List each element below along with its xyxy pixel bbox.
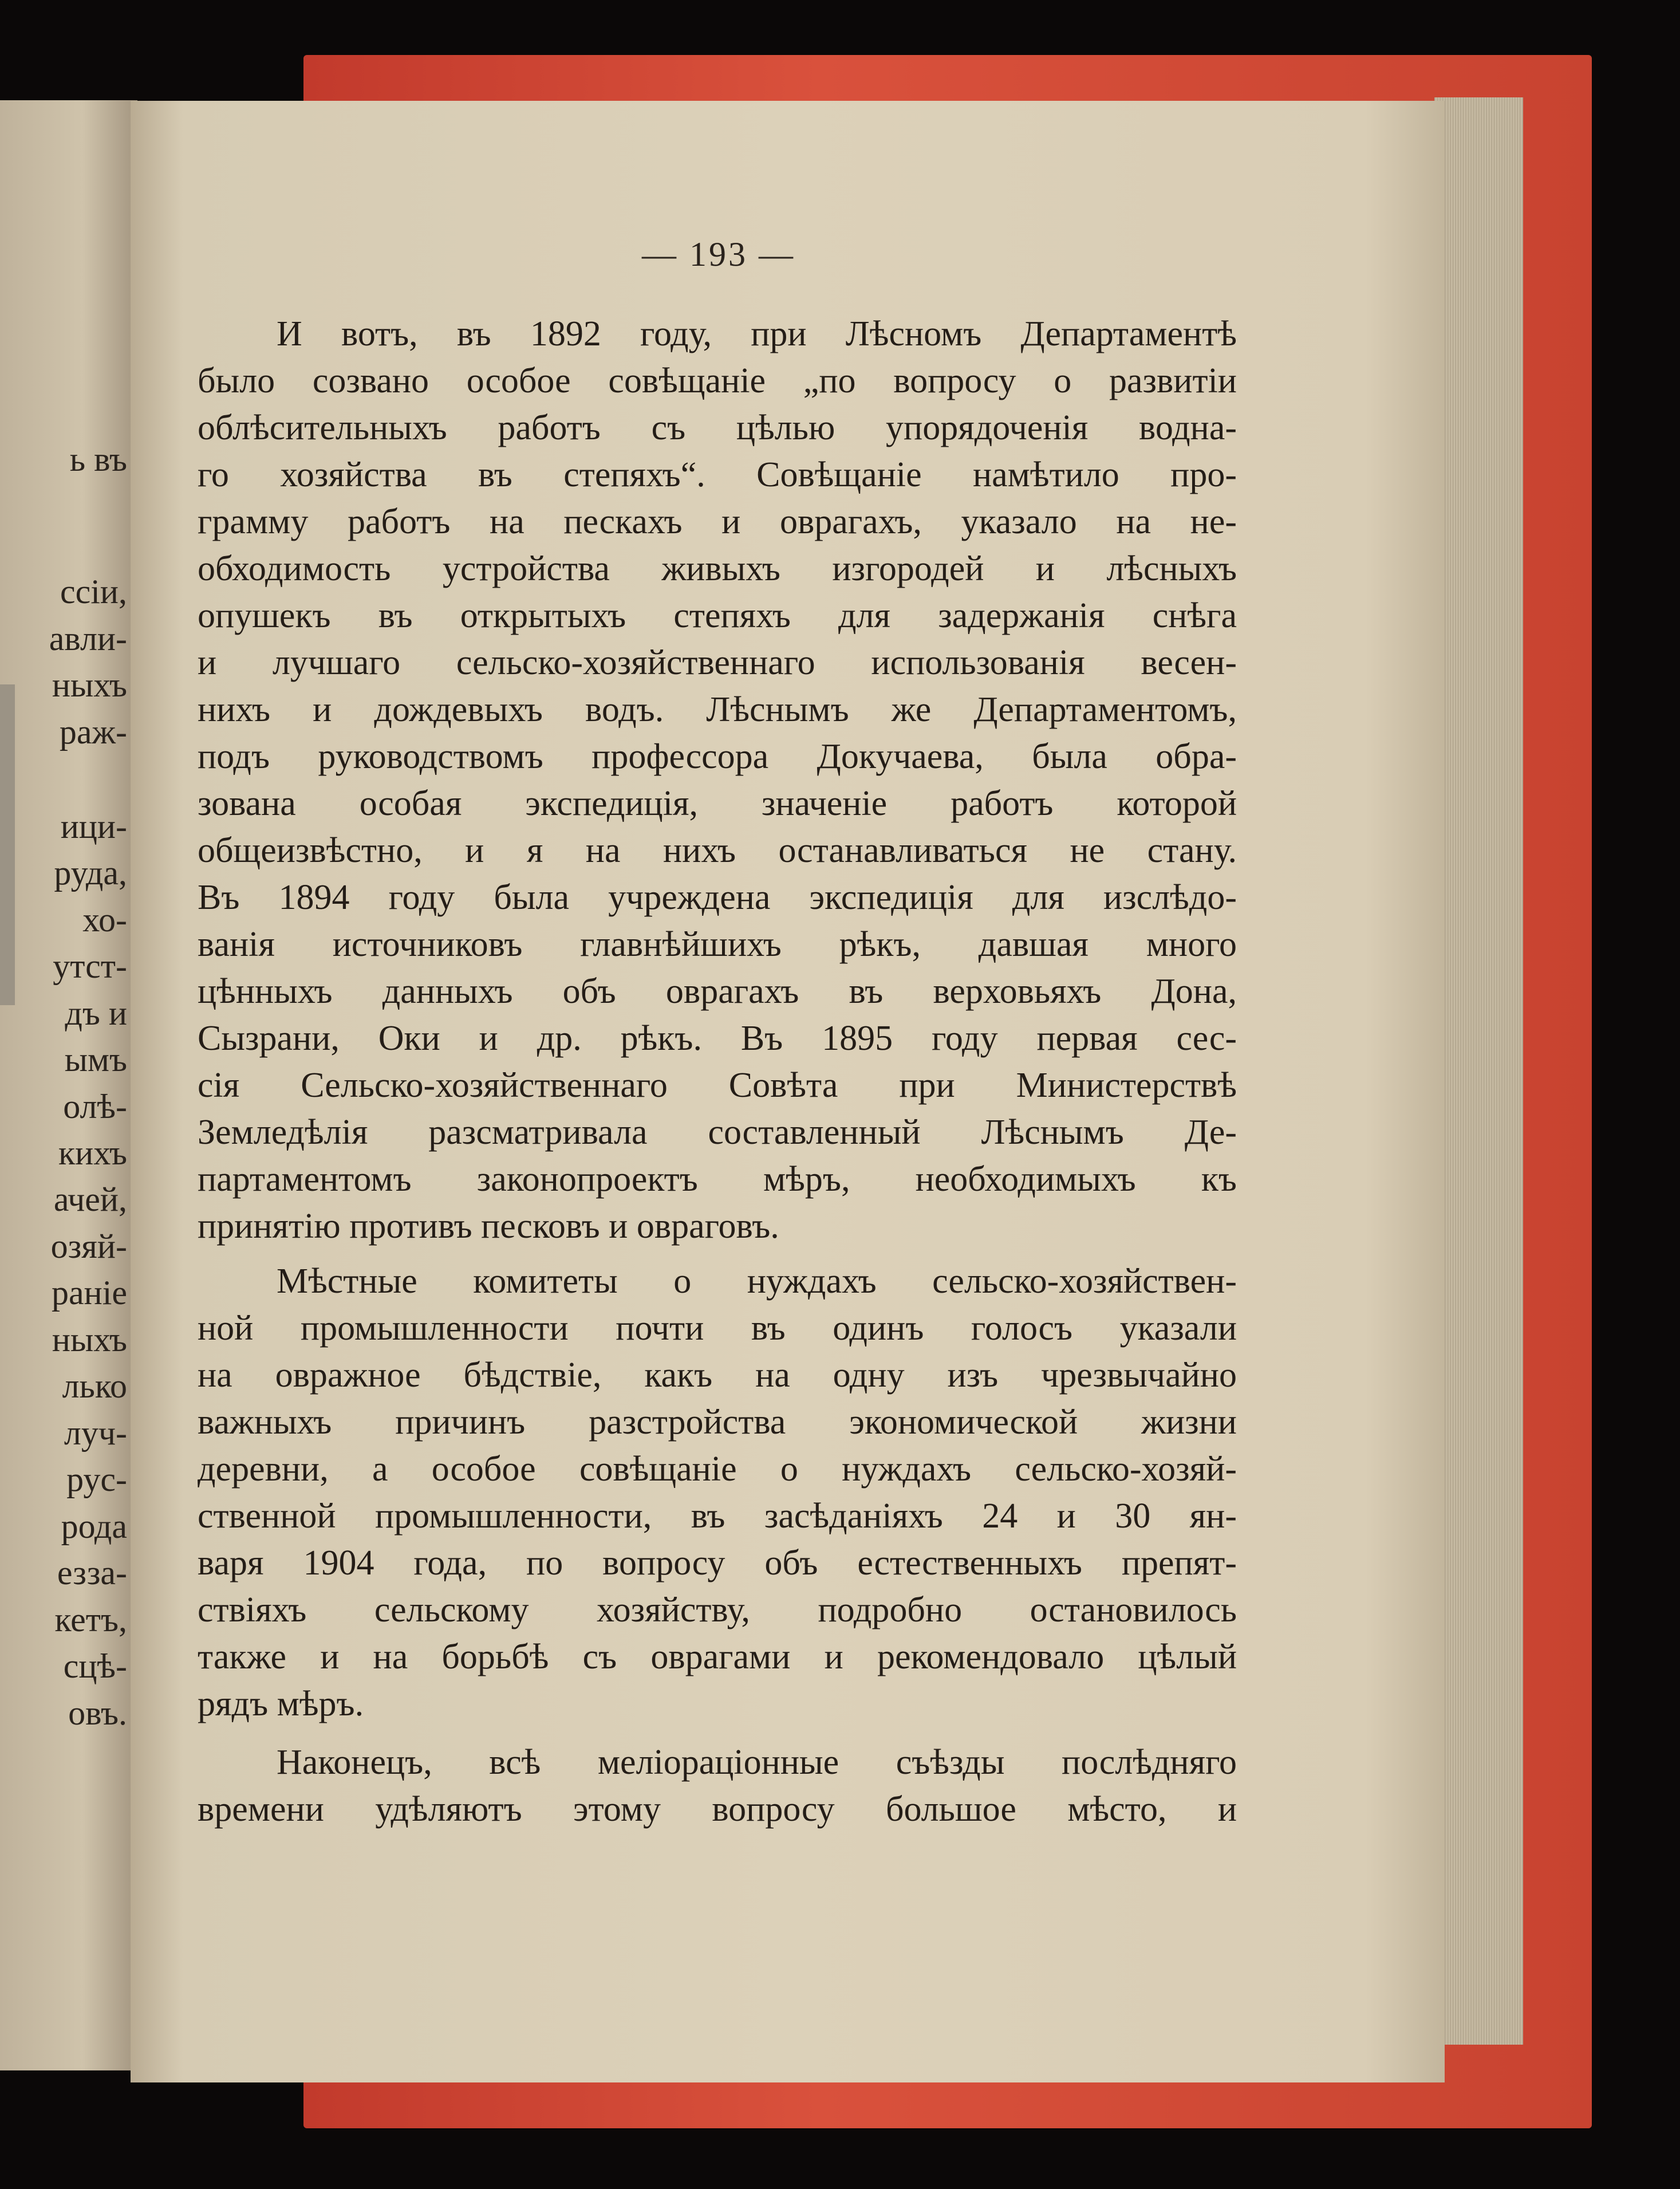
left-page-text-fragment: кетъ, [54,1601,127,1639]
text-line: ванія источниковъ главнѣйшихъ рѣкъ, давшая много [198,925,1237,964]
left-page-text-fragment: ссіи, [60,573,127,611]
text-line: партаментомъ законопроектъ мѣръ, необходимыхъ къ [198,1160,1237,1199]
left-page-text-fragment: ици- [60,808,127,845]
text-line: цѣнныхъ данныхъ объ оврагахъ въ верховьяхъ Дона, [198,972,1237,1011]
left-page-text-fragment: дъ и [65,994,127,1032]
left-page-text-fragment: авли- [49,620,127,658]
text-line: ственной промышленности, въ засѣданіяхъ 24 и 30 ян- [198,1497,1237,1536]
left-page-text-fragment: ныхъ [52,666,127,704]
left-page-shadow-bar [0,684,15,1005]
text-line: принятію противъ песковъ и овраговъ. [198,1207,779,1246]
text-line: сія Сельско-хозяйственнаго Совѣта при Министерствѣ [198,1066,1237,1105]
text-line: было созвано особое совѣщаніе „по вопросу о развитіи [198,361,1237,400]
left-page-text-fragment: ачей, [53,1180,127,1218]
text-line: опушекъ въ открытыхъ степяхъ для задержанія снѣга [198,596,1237,635]
text-line: варя 1904 года, по вопросу объ естественныхъ препят- [198,1544,1237,1582]
text-line: ной промышленности почти въ одинъ голосъ указали [198,1309,1237,1348]
text-line: зована особая экспедиція, значеніе работъ которой [198,784,1237,823]
text-line: также и на борьбѣ съ оврагами и рекомендовало цѣлый [198,1637,1237,1676]
left-page-text-fragment: раж- [59,713,127,751]
text-line: времени удѣляютъ этому вопросу большое мѣсто, и [198,1790,1237,1829]
text-line: подъ руководствомъ профессора Докучаева, была обра- [198,737,1237,776]
text-line: обходимость устройства живыхъ изгородей и лѣсныхъ [198,549,1237,588]
left-page-text-fragment: рус- [66,1460,127,1498]
left-page-text-fragment: ымъ [64,1041,127,1078]
left-page-text-fragment: луч- [64,1414,127,1452]
text-line: на овражное бѣдствіе, какъ на одну изъ чрезвычайно [198,1356,1237,1395]
text-line: И вотъ, въ 1892 году, при Лѣсномъ Департаментѣ [277,314,1237,353]
text-line: Наконецъ, всѣ меліораціонные съѣзды послѣдняго [277,1743,1237,1782]
text-line: грамму работъ на пескахъ и оврагахъ, указало на не- [198,502,1237,541]
left-page-text-fragment: езза- [57,1554,127,1592]
text-line: и лучшаго сельско-хозяйственнаго использованія весен- [198,643,1237,682]
left-page-text-fragment: озяй- [50,1227,127,1265]
text-line: нихъ и дождевыхъ водъ. Лѣснымъ же Департаментомъ, [198,690,1237,729]
text-line: го хозяйства въ степяхъ“. Совѣщаніе намѣтило про- [198,455,1237,494]
text-line: Мѣстные комитеты о нуждахъ сельско-хозяйствен- [277,1262,1237,1301]
left-page-text-fragment: утст- [53,947,127,985]
text-line: общеизвѣстно, и я на нихъ останавливаться не стану. [198,831,1237,870]
left-page-text-fragment: рода [61,1507,127,1545]
left-page-text-fragment: сцѣ- [63,1647,127,1685]
text-line: важныхъ причинъ разстройства экономической жизни [198,1403,1237,1442]
left-page-text-fragment: кихъ [58,1134,127,1172]
text-line: деревни, а особое совѣщаніе о нуждахъ сельско-хозяй- [198,1450,1237,1489]
left-page-text-fragment: ныхъ [52,1321,127,1359]
left-facing-page [0,100,137,2070]
left-page-text-fragment: ь въ [69,440,127,478]
text-line: Въ 1894 году была учреждена экспедиція для изслѣдо- [198,878,1237,917]
left-page-text-fragment: раніе [51,1274,127,1312]
left-page-text-fragment: хо- [82,901,127,939]
left-page-text-fragment: лько [62,1367,127,1405]
text-line: рядъ мѣръ. [198,1684,364,1723]
left-page-text-fragment: олѣ- [63,1088,127,1125]
left-page-text-fragment: овъ. [68,1694,127,1732]
text-line: Земледѣлія разсматривала составленный Лѣснымъ Де- [198,1113,1237,1152]
text-line: Сызрани, Оки и др. рѣкъ. Въ 1895 году первая сес- [198,1019,1237,1058]
page-number: — 193 — [642,235,795,273]
page-block-edges [1434,97,1523,2045]
text-line: облѣсительныхъ работъ съ цѣлью упорядоченія водна- [198,408,1237,447]
left-page-text-fragment: руда, [54,854,127,892]
text-line: ствіяхъ сельскому хозяйству, подробно остановилось [198,1590,1237,1629]
